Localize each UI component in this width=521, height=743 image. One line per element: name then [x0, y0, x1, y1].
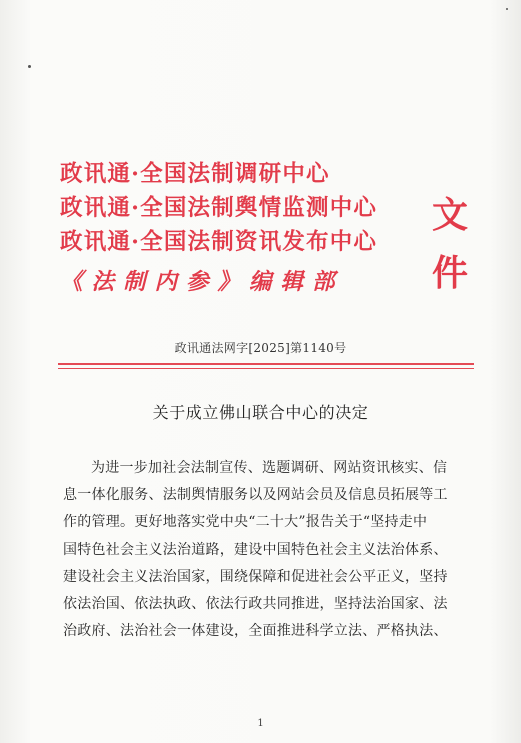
red-divider-line	[58, 368, 474, 369]
document-label-char: 件	[431, 252, 468, 294]
body-line: 治政府、法治社会一体建设，全面推进科学立法、严格执法、	[63, 623, 448, 640]
issuer-line: 《法制内参》编辑部	[60, 269, 344, 295]
document-title: 关于成立佛山联合中心的决定	[152, 403, 369, 422]
document-number: 政讯通法网字[2025]第1140号	[174, 341, 347, 355]
body-line: 作的管理。更好地落实党中央“二十大”报告关于“坚持走中	[63, 514, 428, 531]
letterhead-issuers	[60, 157, 420, 299]
body-line: 为进一步加社会法制宣传、选题调研、网站资讯核实、信	[91, 460, 448, 476]
document-label-char: 文	[431, 194, 468, 236]
issuer-line: 政讯通·全国法制调研中心	[60, 161, 330, 187]
body-line: 建设社会主义法治国家，围绕保障和促进社会公平正义，坚持	[63, 568, 448, 585]
issuer-line: 政讯通·全国法制舆情监测中心	[60, 195, 378, 221]
body-paragraph	[63, 455, 463, 645]
scan-speck	[28, 65, 31, 68]
body-line: 息一体化服务、法制舆情服务以及网站会员及信息员拓展等工	[63, 487, 448, 504]
issuer-line: 政讯通·全国法制资讯发布中心	[60, 229, 378, 255]
document-label	[430, 186, 470, 302]
page-number: 1	[257, 718, 264, 729]
body-line: 国特色社会主义法治道路，建设中国特色社会主义法治体系、	[63, 541, 448, 558]
scan-speck	[506, 8, 508, 10]
body-line: 依法治国、依法执政、依法行政共同推进，坚持法治国家、法	[63, 596, 448, 613]
red-divider-line	[58, 363, 474, 365]
